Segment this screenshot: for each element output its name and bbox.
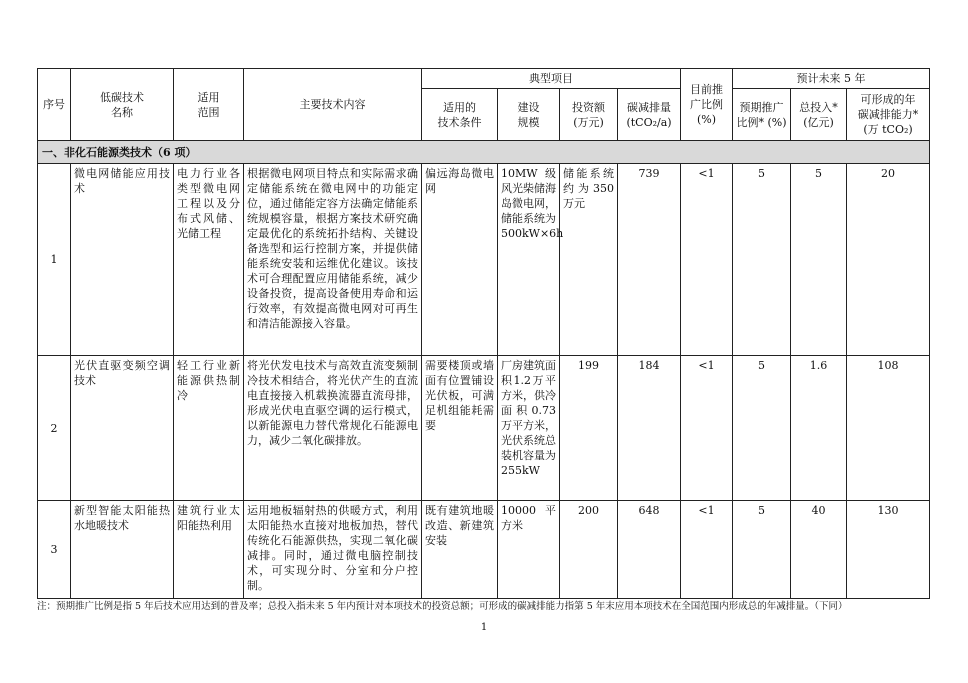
row-current-ratio: <1 [681,501,733,599]
header-scope: 适用 范围 [174,69,244,141]
row-current-ratio: <1 [681,356,733,501]
row-seq: 3 [38,501,71,599]
row-expected-ratio: 5 [733,164,791,356]
row-reduction: 739 [618,164,681,356]
row-content: 根据微电网项目特点和实际需求确定储能系统在微电网中的功能定位，通过储能定容方法确定储能系统规模容量，根据方案技术研究确定最优化的系统拓扑结构、关键设备选型和运行控制方案，并提供储能系统安装和运维优化建议。该技术可合理配置应用储能系统，减少设备投资，提高设备使用寿命和运行效率，有效提高微电网对可再生和清洁能源接入容量。 [244,164,422,356]
row-reduction-capacity: 130 [847,501,930,599]
table-row [38,356,930,501]
page-number: 1 [480,622,488,633]
row-scale: 10MW级风光柴储海岛微电网，储能系统为500kW×6h [498,164,560,356]
header-content: 主要技术内容 [244,69,422,141]
row-current-ratio: <1 [681,164,733,356]
row-expected-ratio: 5 [733,501,791,599]
section-title: 一、非化石能源类技术（6 项） [38,141,930,164]
header-forecast: 预计未来 5 年 [733,69,930,89]
header-seq: 序号 [38,69,71,141]
row-reduction-capacity: 108 [847,356,930,501]
row-expected-ratio: 5 [733,356,791,501]
row-content: 运用地板辐射热的供暖方式，利用太阳能热水直接对地板加热，替代传统化石能源供热，实现二氧化碳减排。同时，通过微电脑控制技术，可实现分时、分室和分户控制。 [244,501,422,599]
row-reduction: 184 [618,356,681,501]
row-tech-name: 新型智能太阳能热水地暖技术 [71,501,174,599]
row-tech-name: 光伏直驱变频空调技术 [71,356,174,501]
row-reduction: 648 [618,501,681,599]
row-total-investment: 1.6 [791,356,847,501]
header-typical-project: 典型项目 [422,69,681,89]
row-scope: 轻工行业新能源供热制冷 [174,356,244,501]
row-scope: 建筑行业太阳能热利用 [174,501,244,599]
row-scale: 厂房建筑面积1.2万平方米，供冷面积0.73万平方米，光伏系统总装机容量为255kW [498,356,560,501]
row-total-investment: 5 [791,164,847,356]
row-conditions: 偏远海岛微电网 [422,164,498,356]
row-investment: 199 [560,356,618,501]
row-seq: 1 [38,164,71,356]
footnote: 注：预期推广比例是指 5 年后技术应用达到的普及率；总投入指未来 5 年内预计对本项技术的投资总额；可形成的碳减排能力指第 5 年末应用本项技术在全国范围内形成总的年减排量。（下同） [37,601,848,612]
row-conditions: 既有建筑地暖改造、新建筑安装 [422,501,498,599]
table-row [38,164,930,356]
header-expected-ratio: 预期推广 比例* (%) [733,89,791,141]
row-reduction-capacity: 20 [847,164,930,356]
row-scale: 10000平方米 [498,501,560,599]
row-seq: 2 [38,356,71,501]
row-total-investment: 40 [791,501,847,599]
header-current-ratio: 目前推 广比例 (%) [681,69,733,141]
row-content: 将光伏发电技术与高效直流变频制冷技术相结合，将光伏产生的直流电直接接入机载换流器直流母排，形成光伏电直驱空调的运行模式，以新能源电力替代常规化石能源电力，减少二氧化碳排放。 [244,356,422,501]
technology-table [37,68,930,599]
row-conditions: 需要楼顶或墙面有位置铺设光伏板，可满足机组能耗需要 [422,356,498,501]
header-tech-name: 低碳技术 名称 [71,69,174,141]
header-reduction: 碳减排量 (tCO₂/a) [618,89,681,141]
header-reduction-capacity: 可形成的年 碳减排能力* (万 tCO₂) [847,89,930,141]
row-scope: 电力行业各类型微电网工程以及分布式风储、光储工程 [174,164,244,356]
header-conditions: 适用的 技术条件 [422,89,498,141]
row-investment: 储能系统约为350万元 [560,164,618,356]
header-scale: 建设 规模 [498,89,560,141]
header-investment: 投资额 (万元) [560,89,618,141]
row-investment: 200 [560,501,618,599]
row-tech-name: 微电网储能应用技术 [71,164,174,356]
table-row [38,501,930,599]
header-total-investment: 总投入* (亿元) [791,89,847,141]
